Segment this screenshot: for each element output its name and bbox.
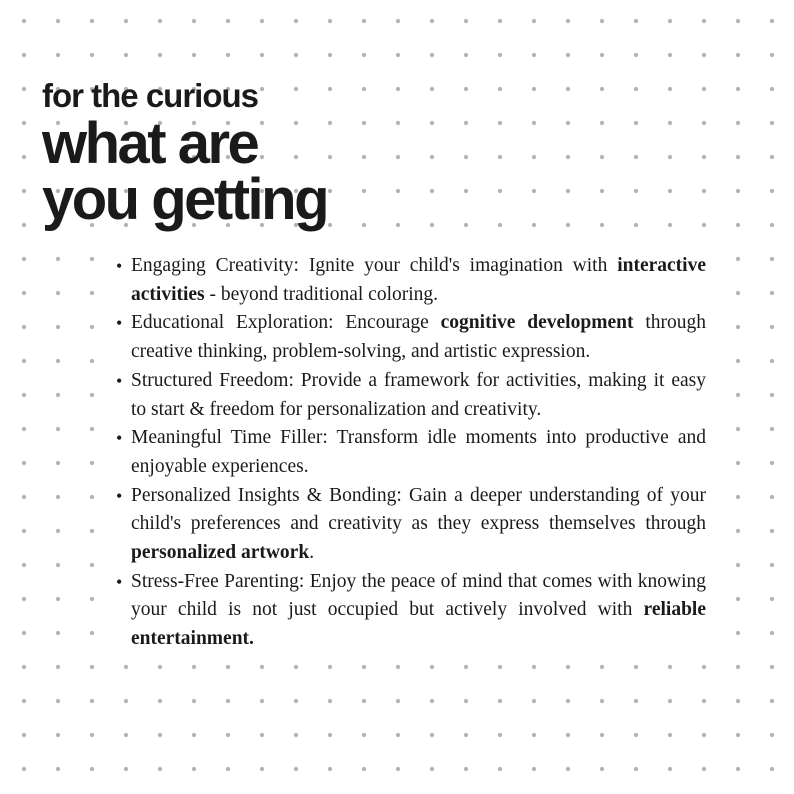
item-text: Structured Freedom: Provide a framework for activities, making it easy to start & freedom for personalization and creativity. [131, 369, 706, 420]
list-item [131, 367, 706, 424]
item-emphasis: cognitive development [440, 312, 634, 334]
item-emphasis: reliable entertainment. [131, 599, 706, 650]
benefits-list [110, 252, 706, 654]
subtitle: for the curious [42, 77, 259, 114]
item-text: Engaging Creativity: Ignite your child's imagination with [131, 255, 618, 276]
item-emphasis: personalized artwork [131, 542, 310, 564]
item-text: Meaningful Time Filler: Transform idle moments into productive and enjoyable experiences. [131, 427, 706, 477]
list-item [131, 252, 706, 309]
title-line-2: you getting [42, 167, 328, 232]
heading [42, 77, 328, 232]
item-text: Educational Exploration: Encourage [131, 312, 441, 334]
title-line-1: what are [42, 111, 258, 176]
list-item [131, 309, 706, 366]
list-item [131, 568, 706, 654]
list-item [131, 424, 706, 481]
item-text: . [309, 542, 315, 564]
item-text: Personalized Insights & Bonding: Gain a deeper understanding of your child's preferences and creativity as they express themselves through [131, 484, 706, 535]
item-text: - beyond traditional coloring. [204, 283, 439, 305]
list-item [131, 482, 706, 568]
item-text: Stress-Free Parenting: Enjoy the peace of mind that comes with knowing your child is not just occupied but actively involved with [131, 570, 706, 621]
item-text: through creative thinking, problem-solving, and artistic expression. [131, 312, 706, 363]
item-emphasis: interactive activities [131, 255, 706, 305]
